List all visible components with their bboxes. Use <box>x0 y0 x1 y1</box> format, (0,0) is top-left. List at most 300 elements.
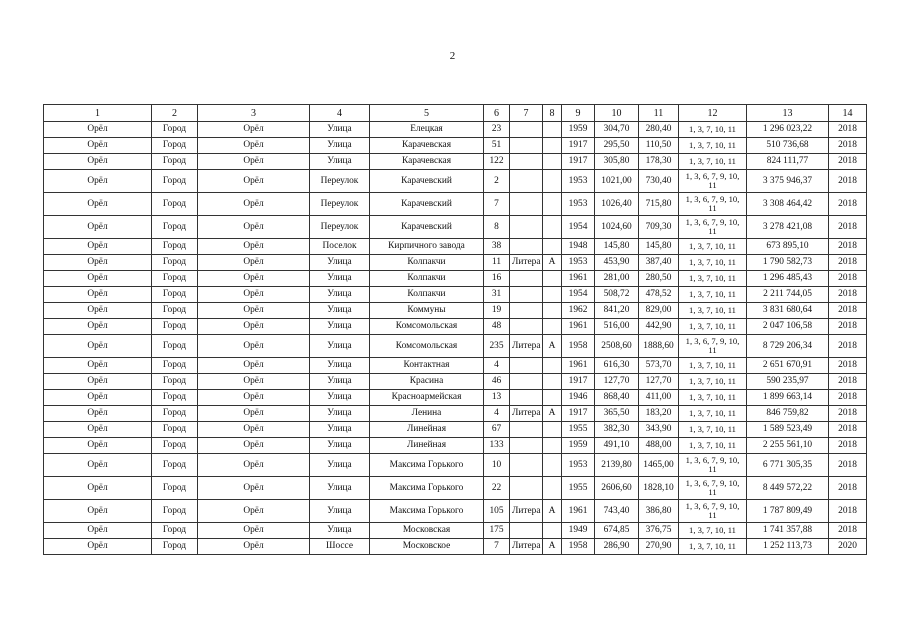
table-cell: Орёл <box>198 523 310 539</box>
table-cell: Орёл <box>198 287 310 303</box>
table-cell: 270,90 <box>639 539 679 555</box>
table-cell: 183,20 <box>639 406 679 422</box>
table-cell <box>510 438 543 454</box>
table-cell: 510 736,68 <box>747 138 829 154</box>
table-cell: Улица <box>310 319 370 335</box>
table-cell: Город <box>152 154 198 170</box>
table-cell: Шоссе <box>310 539 370 555</box>
table-cell: 1948 <box>562 239 595 255</box>
table-cell: 715,80 <box>639 193 679 216</box>
table-cell: 1026,40 <box>595 193 639 216</box>
table-cell: 2018 <box>829 500 867 523</box>
table-cell: 1, 3, 6, 7, 9, 10, 11 <box>679 193 747 216</box>
table-cell: Орёл <box>44 239 152 255</box>
table-cell: 281,00 <box>595 271 639 287</box>
table-cell: Орёл <box>44 255 152 271</box>
table-cell: Орёл <box>44 358 152 374</box>
table-cell: Карачевский <box>370 193 484 216</box>
table-cell: 2018 <box>829 255 867 271</box>
table-cell: 365,50 <box>595 406 639 422</box>
table-cell: Город <box>152 390 198 406</box>
table-cell: Орёл <box>198 335 310 358</box>
table-cell: 7 <box>484 539 510 555</box>
table-cell: 573,70 <box>639 358 679 374</box>
table-cell: 145,80 <box>595 239 639 255</box>
table-cell: Орёл <box>44 335 152 358</box>
table-body <box>44 122 867 555</box>
table-cell: Московская <box>370 523 484 539</box>
table-cell: Переулок <box>310 170 370 193</box>
table-cell: 508,72 <box>595 287 639 303</box>
table-row <box>44 500 867 523</box>
table-row <box>44 358 867 374</box>
table-cell <box>510 239 543 255</box>
column-header-9: 9 <box>562 105 595 122</box>
table-cell: Орёл <box>44 216 152 239</box>
table-cell <box>543 170 562 193</box>
table-cell: Орёл <box>44 138 152 154</box>
table-cell: Ленина <box>370 406 484 422</box>
table-cell: 145,80 <box>639 239 679 255</box>
table-cell: Елецкая <box>370 122 484 138</box>
table-cell <box>543 523 562 539</box>
table-cell: 2018 <box>829 271 867 287</box>
table-cell: 343,90 <box>639 422 679 438</box>
table-cell: Город <box>152 500 198 523</box>
table-cell: Улица <box>310 303 370 319</box>
table-cell: 2018 <box>829 390 867 406</box>
table-cell: 386,80 <box>639 500 679 523</box>
table-cell <box>543 303 562 319</box>
table-cell: 1958 <box>562 335 595 358</box>
table-row <box>44 193 867 216</box>
table-cell: Город <box>152 193 198 216</box>
table-cell: 673 895,10 <box>747 239 829 255</box>
table-cell: Комсомольская <box>370 319 484 335</box>
table-cell: 1, 3, 7, 10, 11 <box>679 122 747 138</box>
table-cell: 3 831 680,64 <box>747 303 829 319</box>
table-cell: 387,40 <box>639 255 679 271</box>
table-cell: 46 <box>484 374 510 390</box>
table-row <box>44 239 867 255</box>
table-cell: 1, 3, 6, 7, 9, 10, 11 <box>679 170 747 193</box>
table-cell <box>543 454 562 477</box>
column-header-11: 11 <box>639 105 679 122</box>
table-cell <box>510 122 543 138</box>
table-cell: 1 589 523,49 <box>747 422 829 438</box>
table-cell: Улица <box>310 255 370 271</box>
table-cell: 2018 <box>829 374 867 390</box>
table-cell <box>510 303 543 319</box>
table-cell: 453,90 <box>595 255 639 271</box>
table-cell: 286,90 <box>595 539 639 555</box>
table-cell: Орёл <box>44 539 152 555</box>
table-cell: 122 <box>484 154 510 170</box>
table-cell <box>543 271 562 287</box>
column-header-14: 14 <box>829 105 867 122</box>
table-cell: 2 651 670,91 <box>747 358 829 374</box>
table-cell: 2018 <box>829 335 867 358</box>
table-cell: Орёл <box>44 170 152 193</box>
table-cell: 1, 3, 7, 10, 11 <box>679 255 747 271</box>
table-cell: 2018 <box>829 193 867 216</box>
table-cell: Город <box>152 239 198 255</box>
table-cell: 2018 <box>829 239 867 255</box>
table-cell: 2018 <box>829 154 867 170</box>
table-cell: 1, 3, 6, 7, 9, 10, 11 <box>679 335 747 358</box>
table-cell: 491,10 <box>595 438 639 454</box>
table-cell: Карачевская <box>370 138 484 154</box>
table-cell: Орёл <box>44 390 152 406</box>
table-cell: 4 <box>484 406 510 422</box>
table-cell: 1955 <box>562 422 595 438</box>
table-cell: 2 <box>484 170 510 193</box>
table-cell: Орёл <box>198 271 310 287</box>
table-cell: 1946 <box>562 390 595 406</box>
table-cell: 1 790 582,73 <box>747 255 829 271</box>
table-cell: Орёл <box>198 138 310 154</box>
table-cell: 1961 <box>562 271 595 287</box>
table-cell: 1953 <box>562 255 595 271</box>
table-row <box>44 374 867 390</box>
table-cell: 1 296 485,43 <box>747 271 829 287</box>
table-cell: Орёл <box>198 122 310 138</box>
table-cell: 516,00 <box>595 319 639 335</box>
table-cell: Город <box>152 287 198 303</box>
table-cell: Литера <box>510 406 543 422</box>
table-cell: Город <box>152 319 198 335</box>
table-row <box>44 138 867 154</box>
table-cell: 280,40 <box>639 122 679 138</box>
table-row <box>44 319 867 335</box>
table-cell: Улица <box>310 438 370 454</box>
table-cell: 1954 <box>562 287 595 303</box>
table-cell: 235 <box>484 335 510 358</box>
table-cell: 31 <box>484 287 510 303</box>
table-cell: 1917 <box>562 406 595 422</box>
table-cell: 22 <box>484 477 510 500</box>
table-cell: Город <box>152 271 198 287</box>
table-cell: Литера <box>510 335 543 358</box>
table-cell: 2018 <box>829 422 867 438</box>
table-cell: 2018 <box>829 138 867 154</box>
table-cell: 19 <box>484 303 510 319</box>
table-cell: 3 375 946,37 <box>747 170 829 193</box>
column-header-13: 13 <box>747 105 829 122</box>
table-cell <box>510 170 543 193</box>
table-row <box>44 154 867 170</box>
table-cell <box>543 122 562 138</box>
table-cell: 1917 <box>562 138 595 154</box>
table-cell: Орёл <box>198 358 310 374</box>
table-row <box>44 170 867 193</box>
table-cell: Город <box>152 422 198 438</box>
table-cell: 23 <box>484 122 510 138</box>
table-cell: 1828,10 <box>639 477 679 500</box>
table-cell: 175 <box>484 523 510 539</box>
table-row <box>44 454 867 477</box>
table-cell <box>543 319 562 335</box>
table-cell: Город <box>152 438 198 454</box>
table-cell: 382,30 <box>595 422 639 438</box>
table-cell: Город <box>152 170 198 193</box>
table-cell: 1959 <box>562 122 595 138</box>
table-cell: 1 252 113,73 <box>747 539 829 555</box>
table-cell: Карачевская <box>370 154 484 170</box>
column-header-7: 7 <box>510 105 543 122</box>
table-cell: 8 449 572,22 <box>747 477 829 500</box>
table-cell: 709,30 <box>639 216 679 239</box>
table-cell: Орёл <box>44 193 152 216</box>
table-cell <box>510 422 543 438</box>
table-cell <box>510 374 543 390</box>
table-cell: Город <box>152 523 198 539</box>
table-cell: Орёл <box>198 216 310 239</box>
table-cell <box>510 454 543 477</box>
table-cell: 127,70 <box>595 374 639 390</box>
table-cell: 127,70 <box>639 374 679 390</box>
table-cell: 2 047 106,58 <box>747 319 829 335</box>
table-row <box>44 438 867 454</box>
table-cell: 51 <box>484 138 510 154</box>
table-cell <box>543 216 562 239</box>
table-cell: 11 <box>484 255 510 271</box>
table-cell: Город <box>152 255 198 271</box>
table-cell: А <box>543 539 562 555</box>
table-cell: 1888,60 <box>639 335 679 358</box>
table-cell: Улица <box>310 422 370 438</box>
table-cell: Кирпичного завода <box>370 239 484 255</box>
table-cell: 1, 3, 6, 7, 9, 10, 11 <box>679 454 747 477</box>
table-cell: 1, 3, 7, 10, 11 <box>679 523 747 539</box>
table-cell: 1, 3, 7, 10, 11 <box>679 539 747 555</box>
table-cell: Орёл <box>198 374 310 390</box>
table-cell: 2018 <box>829 303 867 319</box>
table-row <box>44 406 867 422</box>
table-cell: 1, 3, 7, 10, 11 <box>679 358 747 374</box>
table-cell <box>543 374 562 390</box>
table-cell: Орёл <box>198 303 310 319</box>
table-cell: Орёл <box>198 154 310 170</box>
table-cell: Улица <box>310 374 370 390</box>
table-cell: 1959 <box>562 438 595 454</box>
table-cell: 1, 3, 7, 10, 11 <box>679 438 747 454</box>
table-cell: 110,50 <box>639 138 679 154</box>
table-cell: 1 787 809,49 <box>747 500 829 523</box>
table-cell: 1958 <box>562 539 595 555</box>
table-cell: 8 729 206,34 <box>747 335 829 358</box>
table-cell: 1953 <box>562 170 595 193</box>
table-cell: 2018 <box>829 358 867 374</box>
table-cell <box>543 138 562 154</box>
table-cell: А <box>543 406 562 422</box>
table-cell <box>510 138 543 154</box>
table-cell: Орёл <box>44 319 152 335</box>
table-cell: Орёл <box>198 454 310 477</box>
table-cell: Орёл <box>198 239 310 255</box>
table-cell: Орёл <box>44 271 152 287</box>
table-cell: Орёл <box>44 303 152 319</box>
column-header-10: 10 <box>595 105 639 122</box>
table-cell: 3 308 464,42 <box>747 193 829 216</box>
table-cell: Линейная <box>370 438 484 454</box>
table-cell: 67 <box>484 422 510 438</box>
table-cell <box>510 358 543 374</box>
table-cell: Коммуны <box>370 303 484 319</box>
table-cell: 1, 3, 7, 10, 11 <box>679 271 747 287</box>
table-cell: Орёл <box>44 454 152 477</box>
table-cell: Улица <box>310 500 370 523</box>
table-cell: 2018 <box>829 122 867 138</box>
table-cell: 2018 <box>829 216 867 239</box>
table-cell: Колпакчи <box>370 287 484 303</box>
table-cell: 1954 <box>562 216 595 239</box>
table-cell: 1024,60 <box>595 216 639 239</box>
housing-registry-table <box>43 104 867 555</box>
table-cell: 1949 <box>562 523 595 539</box>
table-cell: Город <box>152 358 198 374</box>
table-cell <box>510 477 543 500</box>
table-cell: Колпакчи <box>370 255 484 271</box>
table-cell: 1961 <box>562 358 595 374</box>
table-cell <box>510 216 543 239</box>
column-header-2: 2 <box>152 105 198 122</box>
table-cell: Город <box>152 454 198 477</box>
table-cell: Орёл <box>44 122 152 138</box>
table-cell: Орёл <box>198 422 310 438</box>
table-cell: 2018 <box>829 454 867 477</box>
table-cell: 1 741 357,88 <box>747 523 829 539</box>
table-cell: 7 <box>484 193 510 216</box>
table-cell: Улица <box>310 154 370 170</box>
table-cell: 616,30 <box>595 358 639 374</box>
table-cell: Комсомольская <box>370 335 484 358</box>
table-cell <box>510 271 543 287</box>
table-cell: 10 <box>484 454 510 477</box>
table-cell: 48 <box>484 319 510 335</box>
table-cell: А <box>543 255 562 271</box>
table-cell: 1, 3, 7, 10, 11 <box>679 138 747 154</box>
table-cell <box>543 154 562 170</box>
table-row <box>44 477 867 500</box>
table-cell: Город <box>152 406 198 422</box>
table-cell: Карачевский <box>370 170 484 193</box>
table-cell: 38 <box>484 239 510 255</box>
table-cell: Город <box>152 303 198 319</box>
table-cell <box>510 319 543 335</box>
table-cell: Максима Горького <box>370 454 484 477</box>
table-cell: 6 771 305,35 <box>747 454 829 477</box>
table-cell: 743,40 <box>595 500 639 523</box>
table-cell: Литера <box>510 255 543 271</box>
table-cell: 1, 3, 7, 10, 11 <box>679 422 747 438</box>
table-cell: Орёл <box>44 406 152 422</box>
table-cell: 1, 3, 7, 10, 11 <box>679 239 747 255</box>
table-row <box>44 255 867 271</box>
table-cell: 133 <box>484 438 510 454</box>
table-cell: Улица <box>310 523 370 539</box>
table-cell: Орёл <box>44 422 152 438</box>
table-cell: 674,85 <box>595 523 639 539</box>
table-cell: 1 899 663,14 <box>747 390 829 406</box>
table-cell: 376,75 <box>639 523 679 539</box>
table-cell: 2606,60 <box>595 477 639 500</box>
table-cell: 590 235,97 <box>747 374 829 390</box>
table-cell: Орёл <box>44 154 152 170</box>
column-header-1: 1 <box>44 105 152 122</box>
table-cell <box>510 154 543 170</box>
table-cell: 1465,00 <box>639 454 679 477</box>
table-cell: 488,00 <box>639 438 679 454</box>
column-header-8: 8 <box>543 105 562 122</box>
table-cell: Орёл <box>198 170 310 193</box>
table-cell: Карачевский <box>370 216 484 239</box>
table-cell: 1 296 023,22 <box>747 122 829 138</box>
table-cell: Красина <box>370 374 484 390</box>
table-cell: Максима Горького <box>370 500 484 523</box>
table-cell: Улица <box>310 406 370 422</box>
table-cell: Улица <box>310 287 370 303</box>
table-cell: Орёл <box>198 406 310 422</box>
table-cell: Московское <box>370 539 484 555</box>
table-cell: Город <box>152 216 198 239</box>
table-cell: Переулок <box>310 193 370 216</box>
table-cell: 178,30 <box>639 154 679 170</box>
table-cell: 8 <box>484 216 510 239</box>
table-cell: 868,40 <box>595 390 639 406</box>
table-cell <box>543 390 562 406</box>
table-cell <box>543 422 562 438</box>
table-cell: Улица <box>310 358 370 374</box>
table-row <box>44 271 867 287</box>
column-header-4: 4 <box>310 105 370 122</box>
table-cell: 2018 <box>829 170 867 193</box>
column-header-6: 6 <box>484 105 510 122</box>
table-row <box>44 335 867 358</box>
table-cell: 1953 <box>562 193 595 216</box>
table-cell: Орёл <box>198 477 310 500</box>
table-cell: Город <box>152 539 198 555</box>
table-cell: Орёл <box>44 287 152 303</box>
table-cell: 1917 <box>562 154 595 170</box>
table-cell: 2 255 561,10 <box>747 438 829 454</box>
table-cell: 105 <box>484 500 510 523</box>
table-cell: Город <box>152 477 198 500</box>
table-cell <box>543 477 562 500</box>
table-cell: Улица <box>310 390 370 406</box>
table-cell: 1917 <box>562 374 595 390</box>
table-row <box>44 422 867 438</box>
table-cell: Поселок <box>310 239 370 255</box>
table-cell: 829,00 <box>639 303 679 319</box>
table-cell: 1, 3, 7, 10, 11 <box>679 287 747 303</box>
table-cell: 846 759,82 <box>747 406 829 422</box>
table-cell: Город <box>152 335 198 358</box>
table-cell: 1, 3, 7, 10, 11 <box>679 319 747 335</box>
table-cell: Орёл <box>198 539 310 555</box>
table-cell: 1, 3, 6, 7, 9, 10, 11 <box>679 500 747 523</box>
table-cell: 1, 3, 6, 7, 9, 10, 11 <box>679 216 747 239</box>
table-cell: 13 <box>484 390 510 406</box>
table-cell: Орёл <box>198 438 310 454</box>
table-cell: 280,50 <box>639 271 679 287</box>
column-header-12: 12 <box>679 105 747 122</box>
table-cell: Улица <box>310 335 370 358</box>
table-cell: 2018 <box>829 477 867 500</box>
column-header-3: 3 <box>198 105 310 122</box>
table-cell: Контактная <box>370 358 484 374</box>
table-cell <box>510 287 543 303</box>
